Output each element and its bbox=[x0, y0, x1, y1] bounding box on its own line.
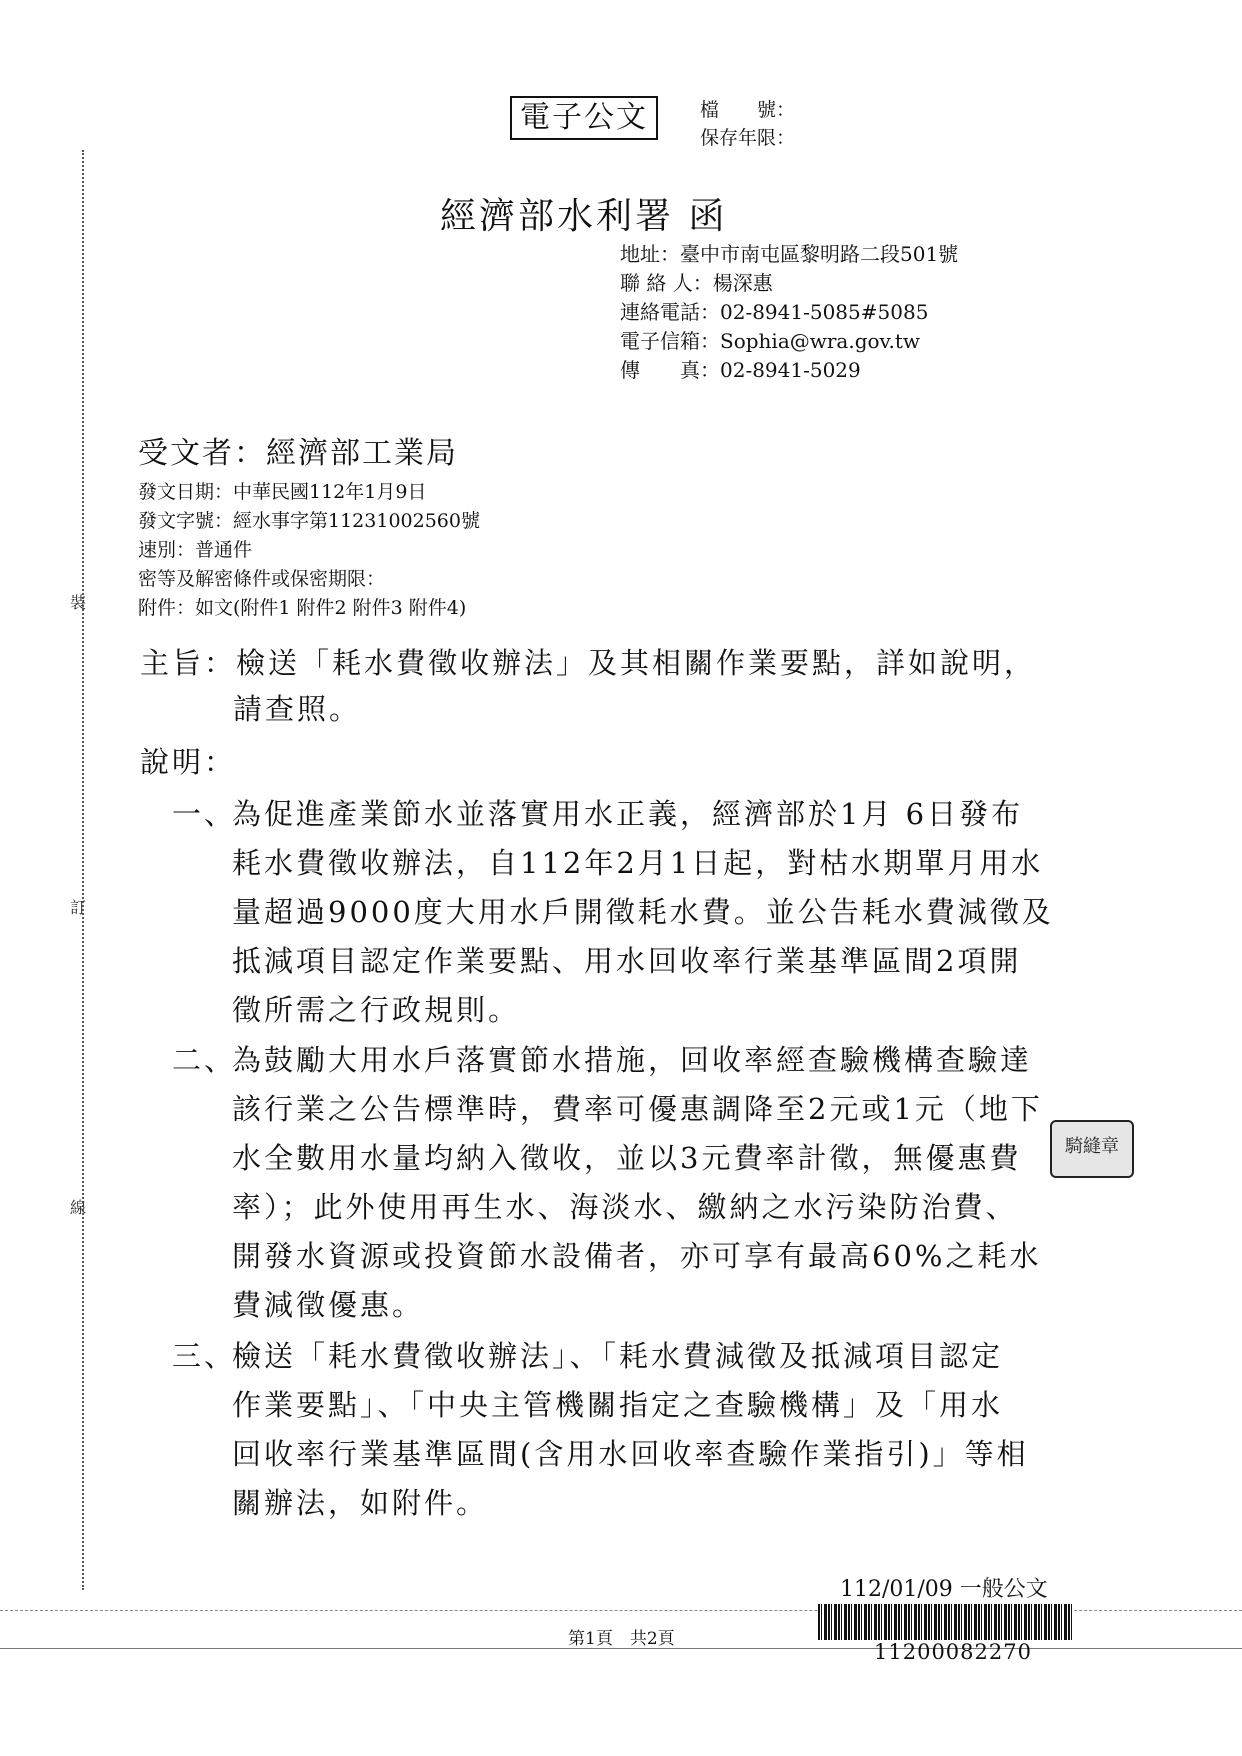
item-3-marker: 三、 bbox=[172, 1339, 237, 1373]
item-1-marker: 一、 bbox=[172, 797, 237, 831]
page-number: 第1頁 共2頁 bbox=[568, 1629, 675, 1649]
attachments: 附件：如文(附件1 附件2 附件3 附件4) bbox=[138, 597, 467, 619]
barcode-number: 11200082270 bbox=[874, 1640, 1032, 1664]
contact-person: 聯 絡 人：楊深惠 bbox=[620, 271, 773, 295]
item-3 bbox=[232, 1332, 1029, 1528]
contact-address: 地址：臺中市南屯區黎明路二段501號 bbox=[620, 242, 959, 266]
item-3-line: 作業要點」、「中央主管機關指定之查驗機構」及「用水 bbox=[232, 1388, 1004, 1422]
item-2-line: 率）；此外使用再生水、海淡水、繳納之水污染防治費、 bbox=[232, 1190, 1018, 1224]
subject-line-2: 請查照。 bbox=[233, 692, 362, 726]
file-meta bbox=[700, 96, 795, 152]
item-2 bbox=[232, 1036, 1043, 1330]
seal-stamp: 騎縫章 bbox=[1050, 1120, 1134, 1178]
item-2-line: 該行業之公告標準時，費率可優惠調降至2元或1元（地下 bbox=[232, 1092, 1043, 1126]
item-1-line: 為促進產業節水並落實用水正義，經濟部於1月 6日發布 bbox=[232, 797, 1024, 831]
item-2-marker: 二、 bbox=[172, 1043, 237, 1077]
item-1-line: 量超過9000度大用水戶開徵耗水費。並公告耗水費減徵及 bbox=[232, 895, 1054, 929]
delivery-speed: 速別：普通件 bbox=[138, 539, 253, 561]
item-2-line: 開發水資源或投資節水設備者，亦可享有最高60%之耗水 bbox=[232, 1239, 1042, 1273]
item-2-line: 為鼓勵大用水戶落實節水措施，回收率經查驗機構查驗達 bbox=[232, 1043, 1033, 1077]
binding-line bbox=[82, 150, 84, 1590]
document-meta bbox=[138, 478, 480, 623]
item-3-line: 關辦法，如附件。 bbox=[232, 1486, 489, 1520]
file-number-label: 檔 號： bbox=[700, 99, 796, 121]
electronic-document-label: 電子公文 bbox=[510, 96, 658, 140]
contact-phone: 連絡電話：02-8941-5085#5085 bbox=[620, 300, 929, 324]
subject bbox=[140, 640, 1036, 732]
item-3-line: 回收率行業基準區間(含用水回收率查驗作業指引)」等相 bbox=[232, 1437, 1029, 1471]
footer-date-type: 112/01/09 一般公文 bbox=[840, 1577, 1048, 1602]
contact-email: 電子信箱：Sophia@wra.gov.tw bbox=[620, 329, 920, 353]
item-1-line: 抵減項目認定作業要點、用水回收率行業基準區間2項開 bbox=[232, 944, 1022, 978]
organization-title: 經濟部水利署 函 bbox=[440, 196, 728, 237]
contact-fax: 傳 真：02-8941-5029 bbox=[620, 358, 861, 382]
secrecy-level: 密等及解密條件或保密期限： bbox=[138, 568, 386, 590]
binding-mark-zhuang: 裝 bbox=[70, 593, 87, 612]
issue-date: 發文日期：中華民國112年1月9日 bbox=[138, 481, 427, 503]
item-1-line: 徵所需之行政規則。 bbox=[232, 993, 521, 1027]
item-1-line: 耗水費徵收辦法，自112年2月1日起，對枯水期單月用水 bbox=[232, 846, 1044, 880]
item-2-line: 水全數用水量均納入徵收，並以3元費率計徵，無優惠費 bbox=[232, 1141, 1022, 1175]
subject-line-1: 主旨：檢送「耗水費徵收辦法」及其相關作業要點，詳如說明， bbox=[140, 646, 1037, 680]
contact-block bbox=[620, 240, 958, 385]
barcode bbox=[818, 1604, 1074, 1640]
item-1 bbox=[232, 790, 1054, 1035]
item-2-line: 費減徵優惠。 bbox=[232, 1288, 425, 1322]
explanation-label: 說明： bbox=[140, 745, 237, 779]
issue-number: 發文字號：經水事字第11231002560號 bbox=[138, 510, 480, 532]
binding-mark-ding: 訂 bbox=[70, 898, 87, 917]
item-3-line: 檢送「耗水費徵收辦法」、「耗水費減徵及抵減項目認定 bbox=[232, 1339, 1004, 1373]
binding-mark-xian: 線 bbox=[70, 1198, 87, 1217]
retention-label: 保存年限： bbox=[700, 127, 796, 149]
recipient: 受文者：經濟部工業局 bbox=[138, 436, 458, 471]
